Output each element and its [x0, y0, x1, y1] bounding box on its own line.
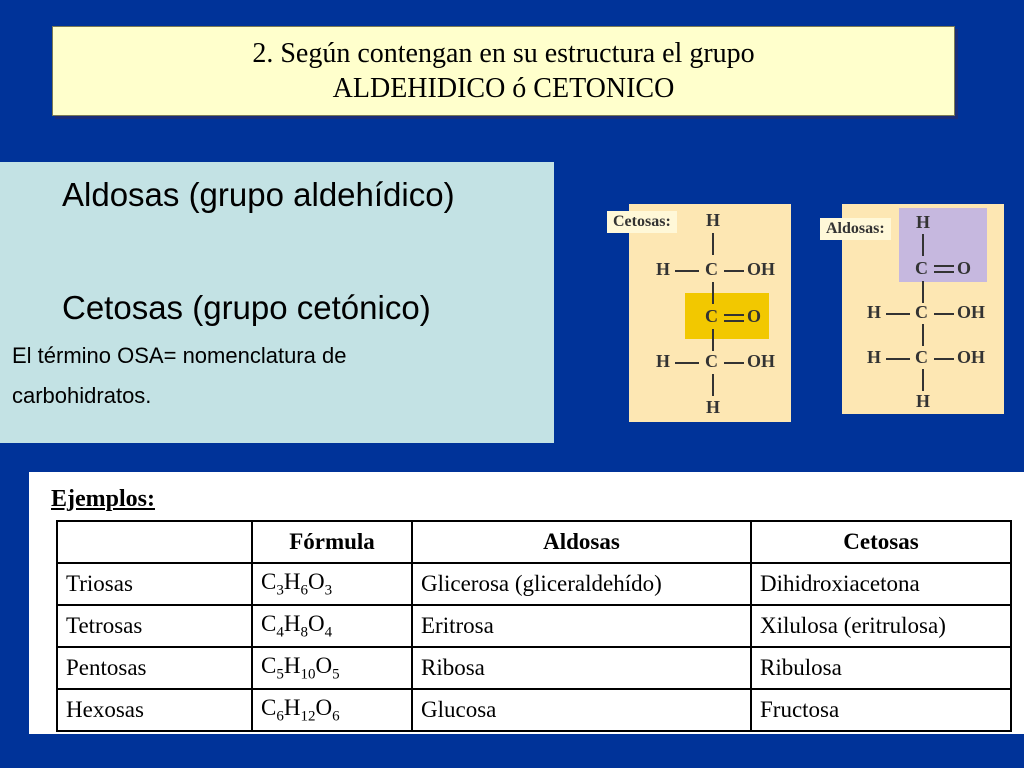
- cetosas-structure-diagram: [629, 204, 791, 422]
- row-aldosa: Glucosa: [412, 689, 751, 731]
- row-name: Triosas: [57, 563, 252, 605]
- aldosas-row2-right: OH: [957, 302, 986, 322]
- aldosas-row3-right: OH: [957, 347, 986, 367]
- cetosas-label: Cetosas:: [607, 211, 677, 233]
- row-name: Hexosas: [57, 689, 252, 731]
- bond: [886, 358, 910, 360]
- row-cetosa: Xilulosa (eritrulosa): [751, 605, 1011, 647]
- row-aldosa: Ribosa: [412, 647, 751, 689]
- examples-table: [56, 520, 1012, 732]
- table-row: [57, 647, 1011, 689]
- cetosas-row3-left: H: [656, 351, 671, 371]
- bond: [712, 233, 714, 255]
- table-row: [57, 689, 1011, 731]
- cetosas-bottom-h: H: [706, 397, 721, 417]
- slide-title: [52, 26, 955, 116]
- cetosas-row3-center: C: [705, 351, 718, 371]
- row-cetosa: Fructosa: [751, 689, 1011, 731]
- row-formula: $C_4H_8O_4$: [252, 605, 412, 647]
- table-row: [57, 563, 1011, 605]
- cetosas-row2-center: C: [705, 306, 718, 326]
- examples-panel: [29, 472, 1024, 734]
- row-name: Pentosas: [57, 647, 252, 689]
- aldosas-definition: Aldosas (grupo aldehídico): [62, 176, 455, 213]
- bond: [934, 358, 954, 360]
- definitions-panel: [0, 162, 554, 443]
- aldosas-label: Aldosas:: [820, 218, 891, 240]
- osa-note-line1: El término OSA= nomenclatura de: [12, 343, 347, 368]
- slide-title-line1: 2. Según contengan en su estructura el grupo: [252, 38, 755, 69]
- cetosas-definition: Cetosas (grupo cetónico): [62, 289, 431, 326]
- double-bond-top: [724, 314, 744, 316]
- cetosas-top-h: H: [706, 210, 721, 230]
- row-aldosa: Glicerosa (gliceraldehído): [412, 563, 751, 605]
- cetosas-row3-right: OH: [747, 351, 776, 371]
- cetosas-row1-left: H: [656, 259, 671, 279]
- bond: [922, 234, 924, 256]
- aldosas-row3-left: H: [867, 347, 882, 367]
- bond: [712, 282, 714, 304]
- header-empty: [57, 521, 252, 563]
- row-formula: $C_5H_{10}O_5$: [252, 647, 412, 689]
- aldosas-bottom-h: H: [916, 391, 931, 411]
- cetosas-row2-right: O: [747, 306, 762, 326]
- header-cetosas: Cetosas: [751, 521, 1011, 563]
- bond: [675, 362, 699, 364]
- aldosas-row2-left: H: [867, 302, 882, 322]
- bond: [886, 313, 910, 315]
- bond: [934, 313, 954, 315]
- header-formula: Fórmula: [252, 521, 412, 563]
- aldosas-top-h: H: [916, 212, 931, 232]
- osa-note-line2: carbohidratos.: [12, 383, 152, 408]
- row-cetosa: Dihidroxiacetona: [751, 563, 1011, 605]
- row-formula: $C_6H_{12}O_6$: [252, 689, 412, 731]
- bond: [675, 270, 699, 272]
- bond: [712, 374, 714, 396]
- bond: [724, 362, 744, 364]
- aldosas-row1-center: C: [915, 258, 928, 278]
- double-bond-bottom: [934, 271, 954, 273]
- double-bond-top: [934, 265, 954, 267]
- bond: [724, 270, 744, 272]
- aldosas-row3-center: C: [915, 347, 928, 367]
- table-row: [57, 605, 1011, 647]
- examples-title: Ejemplos:: [51, 486, 155, 512]
- cetosas-row1-center: C: [705, 259, 718, 279]
- row-name: Tetrosas: [57, 605, 252, 647]
- bond: [922, 281, 924, 303]
- aldosas-row1-right: O: [957, 258, 972, 278]
- row-aldosa: Eritrosa: [412, 605, 751, 647]
- aldosas-row2-center: C: [915, 302, 928, 322]
- bond: [712, 329, 714, 351]
- slide-title-line2: ALDEHIDICO ó CETONICO: [332, 73, 675, 104]
- cetosas-row1-right: OH: [747, 259, 776, 279]
- bond: [922, 324, 924, 346]
- row-formula: $C_3H_6O_3$: [252, 563, 412, 605]
- double-bond-bottom: [724, 320, 744, 322]
- row-cetosa: Ribulosa: [751, 647, 1011, 689]
- header-aldosas: Aldosas: [412, 521, 751, 563]
- table-header-row: [57, 521, 1011, 563]
- bond: [922, 369, 924, 391]
